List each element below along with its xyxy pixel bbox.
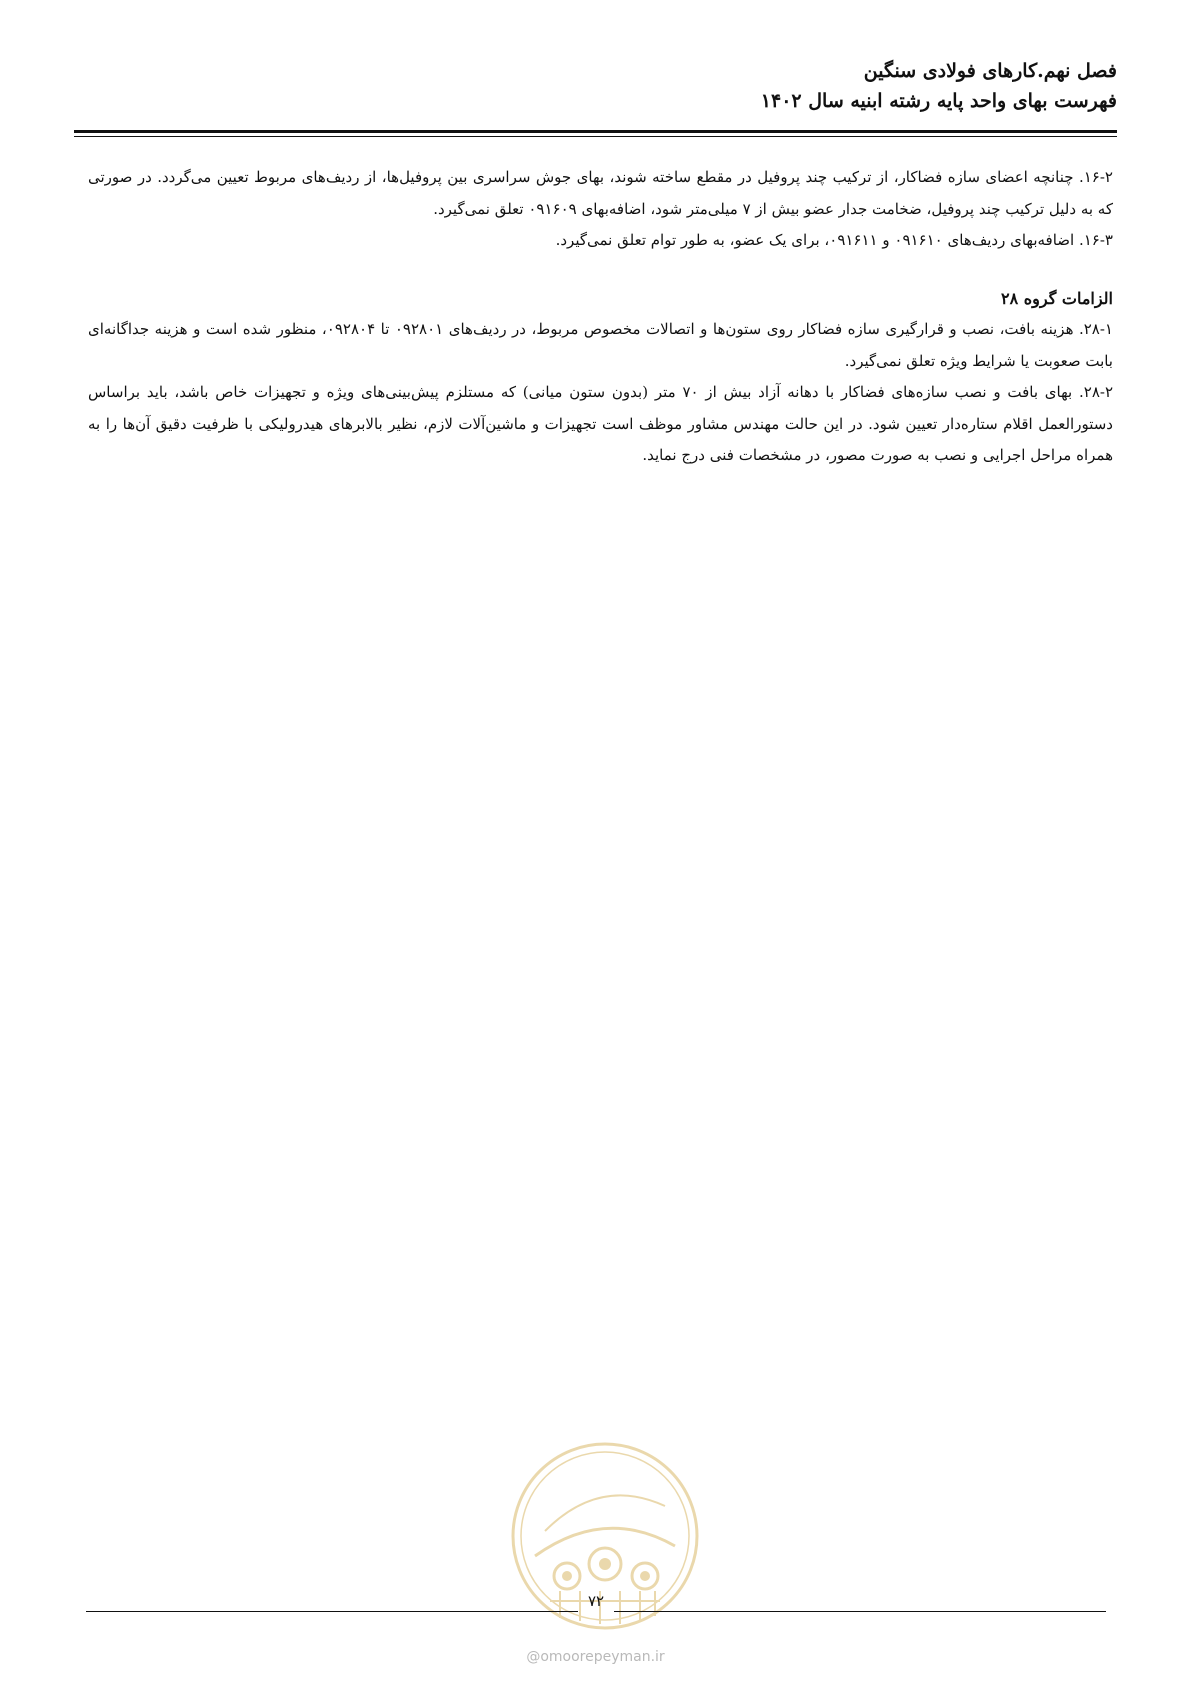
- section-heading: الزامات گروه ۲۸: [1001, 288, 1113, 308]
- page-body: [88, 162, 1113, 472]
- book-title: فهرست بهای واحد پایه رشته ابنیه سال ۱۴۰۲: [760, 90, 1117, 112]
- paragraph-28-2: ۲۸-۲. بهای بافت و نصب سازه‌های فضاکار با دهانه آزاد بیش از ۷۰ متر (بدون ستون میانی) که مستلزم پیش‌بینی‌های ویژه و تجهیزات خاص باشد، باید براساس دستورالعمل اقلام ستاره‌دار تعیین شود. در این حالت مهندس مشاور موظف است تجهیزات و ماشین‌آلات لازم، نظیر بالابرهای هیدرولیکی با ظرفیت دقیق آن‌ها را به همراه مراحل اجرایی و نصب به صورت مصور، در مشخصات فنی درج نماید.: [88, 383, 1114, 464]
- header-rule-thick: [74, 130, 1117, 133]
- paragraph-16-2: ۱۶-۲. چنانچه اعضای سازه فضاکار، از ترکیب چند پروفیل در مقطع ساخته شوند، بهای جوش سراسری بین پروفیل‌ها، از ردیف‌های مربوط تعیین می‌گردد. در صورتی که به دلیل ترکیب چند پروفیل، ضخامت جدار عضو بیش از ۷ میلی‌متر شود، اضافه‌بهای ۰۹۱۶۰۹ تعلق نمی‌گیرد.: [88, 168, 1113, 218]
- paragraph-16-3: ۱۶-۳. اضافه‌بهای ردیف‌های ۰۹۱۶۱۰ و ۰۹۱۶۱۱، برای یک عضو، به طور توام تعلق نمی‌گیرد.: [555, 231, 1113, 249]
- footer-rule-left: [86, 1611, 578, 1612]
- header-rule-thin: [74, 136, 1117, 137]
- watermark-url: @omoorepeyman.ir: [526, 1649, 665, 1665]
- chapter-title: فصل نهم.کارهای فولادی سنگین: [863, 60, 1117, 82]
- page-number: ۷۲: [587, 1592, 605, 1610]
- page-header: [74, 56, 1117, 116]
- paragraph-28-1: ۲۸-۱. هزینه بافت، نصب و قرارگیری سازه فضاکار روی ستون‌ها و اتصالات مخصوص مربوط، در ردیف‌های ۰۹۲۸۰۱ تا ۰۹۲۸۰۴، منظور شده است و هزینه جداگانه‌ای بابت صعوبت یا شرایط ویژه تعلق نمی‌گیرد.: [88, 320, 1113, 370]
- footer-rule-right: [614, 1611, 1106, 1612]
